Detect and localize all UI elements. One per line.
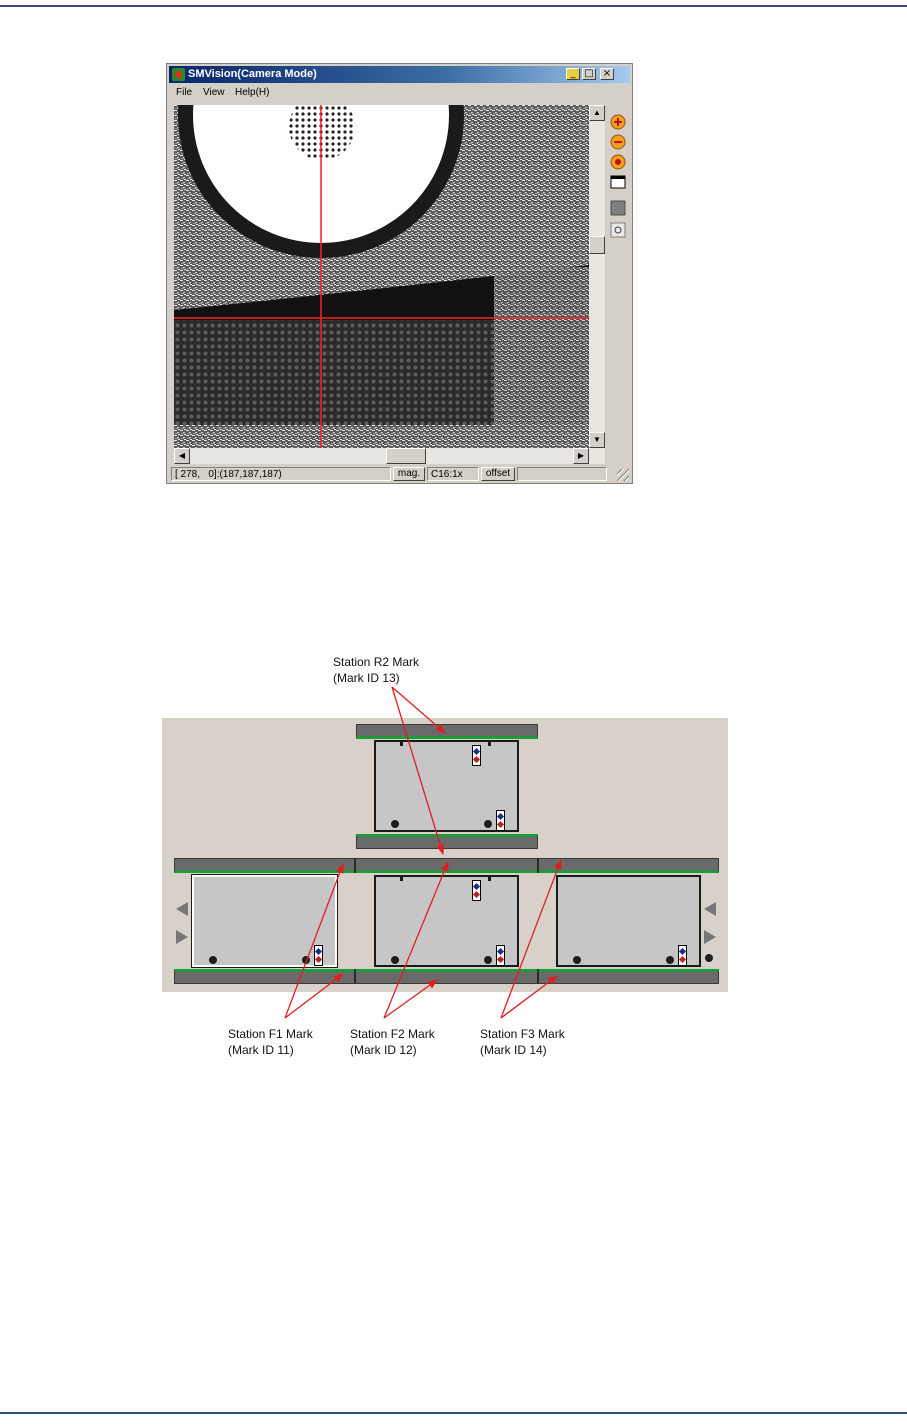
leader-f1-top: [285, 864, 343, 1018]
callout-f1: [228, 1026, 313, 1058]
mag-button[interactable]: mag.: [393, 467, 425, 481]
leader-f3-top: [501, 860, 561, 1018]
menu-view[interactable]: View: [203, 87, 225, 98]
callout-r2-id: (Mark ID 13): [333, 671, 400, 685]
menu-help[interactable]: Help(H): [235, 87, 270, 98]
bottom-rule: [0, 1412, 907, 1414]
pixel-info: [ 278, 0]:(187,187,187): [171, 467, 391, 481]
callout-r2-title: Station R2 Mark: [333, 655, 420, 669]
close-button[interactable]: ×: [600, 68, 614, 80]
callout-f2-id: (Mark ID 12): [350, 1043, 417, 1057]
scroll-up-button[interactable]: ▲: [589, 105, 605, 121]
menu-file[interactable]: File: [176, 87, 193, 98]
window-title: SMVision(Camera Mode): [188, 68, 317, 80]
callout-f1-title: Station F1 Mark: [228, 1027, 313, 1041]
callout-f3-id: (Mark ID 14): [480, 1043, 547, 1057]
mag-value: C16:1x: [427, 467, 479, 481]
callout-f3-title: Station F3 Mark: [480, 1027, 565, 1041]
callout-f2: [350, 1026, 435, 1058]
leader-r2-bottom: [392, 687, 443, 854]
callout-f3: [480, 1026, 565, 1058]
callout-f2-title: Station F2 Mark: [350, 1027, 435, 1041]
minimize-button[interactable]: _: [566, 68, 580, 80]
restore-button[interactable]: □: [582, 68, 596, 80]
scroll-down-button[interactable]: ▼: [589, 432, 605, 448]
offset-button[interactable]: offset: [481, 467, 515, 481]
leader-r2-top: [392, 687, 445, 733]
scroll-left-button[interactable]: ◀: [174, 448, 190, 464]
scroll-right-button[interactable]: ▶: [573, 448, 589, 464]
callout-f1-id: (Mark ID 11): [228, 1043, 294, 1057]
